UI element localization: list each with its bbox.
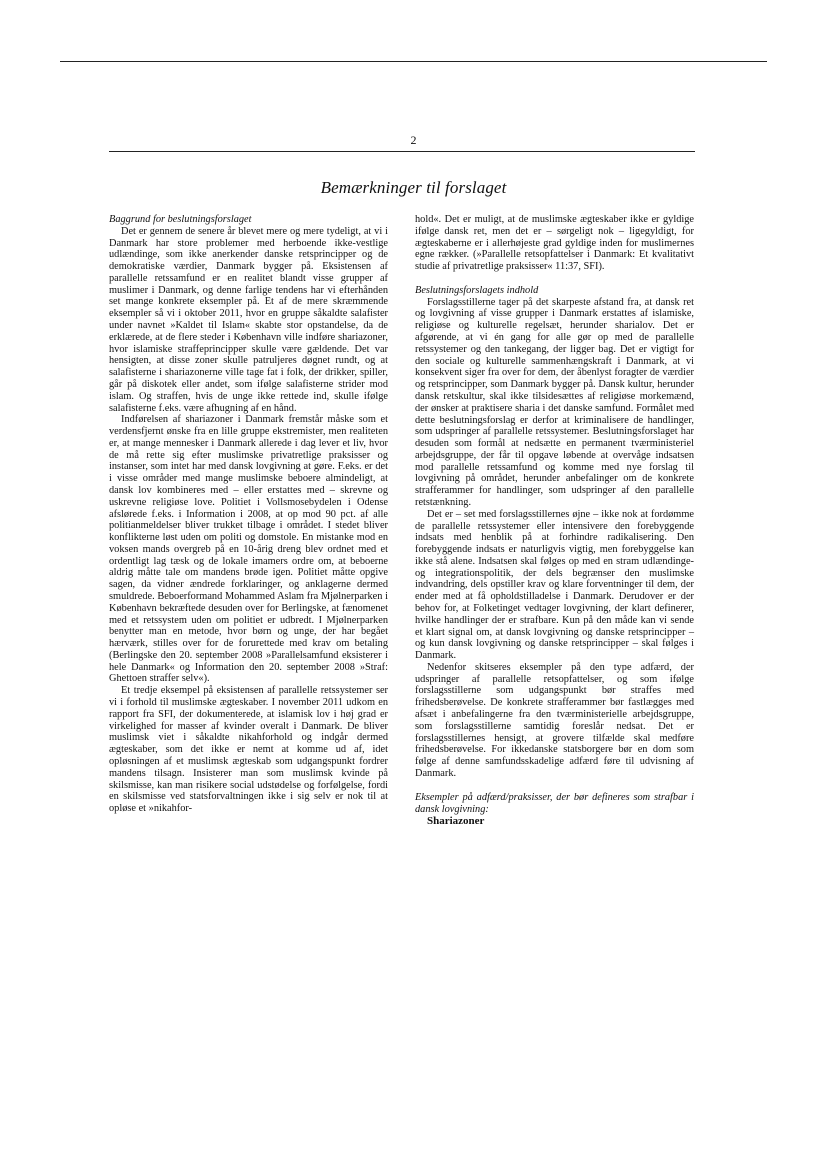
paragraph: Et tredje eksempel på eksistensen af parallelle retssystemer ser vi i forhold til muslimske ægteskaber. I november 2011 udkom en rapport fra SFI, der dokumenterede, at islamisk lov i høj grad er virkelighed for masser af kvinder overalt i Danmark. De bliver muslimsk viet i såkaldte nikahforhold og indgår dermed ægteskaber, som det ikke er nemt at komme ud af, idet opløsningen af et muslimsk ægteskab som udgangspunkt fordrer mandens tilsagn. Insisterer man som muslimsk kvinde på skilsmisse, kan man risikere social udstødelse og forfølgelse, fordi en skilsmisse ved statsforvaltningen ikke i sig selv er nok til at opløse et »nikahfor- <box>109 685 388 815</box>
section-heading-content: Beslutningsforslagets indhold <box>415 284 539 296</box>
paragraph-continuation: hold«. Det er muligt, at de muslimske ægteskaber ikke er gyldige ifølge dansk ret, men det er – sørgeligt nok – ligegyldigt, for ægteskaberne er i allerhøjeste grad gyldige inden for muslimernes egne rækker. (»Parallelle retsopfattelser i Danmark: Et kvalitativt studie af privatretlige praksisser« 11:37, SFI). <box>415 214 694 273</box>
examples-heading: Eksempler på adfærd/praksisser, der bør defineres som strafbar i dansk lovgivning: <box>415 791 694 815</box>
spacer <box>415 780 694 792</box>
section-heading-background: Baggrund for beslutningsforslaget <box>109 214 252 225</box>
page-title: Bemærkninger til forslaget <box>320 178 507 197</box>
paragraph: Det er – set med forslagsstillernes øjne – ikke nok at fordømme de parallelle retssystemer eller intensivere den forebyggende indsats med henblik på at forhindre radikalisering. Den forebyggende indsats er naturligvis vigtig, men forebyggelse kan ikke stå alene. Indsatsen skal følges op med en stram udlændinge- og integrationspolitik, der dels begrænser den muslimske indvandring, dels opstiller krav og klare forventninger til dem, der ender med at få opholdstilladelse i Danmark. Derudover er der behov for, at Folketinget vedtager lovgivning, der klart definerer, hvilke handlinger der er strafbare. Kun på den måde kan vi sende et klart signal om, at dansk lovgivning og danske retsprincipper – og kun dansk lovgivning og danske retsprincipper – skal følges i Danmark. <box>415 508 694 662</box>
subheading-shariazoner: Shariazoner <box>427 815 485 828</box>
paragraph: Det er gennem de senere år blevet mere og mere tydeligt, at vi i Danmark har store problemer med herboende ikke-vestlige udlændinge, som ikke anerkender danske retsprincipper og de demokratiske værdier, Danmark bygger på. Eksistensen af parallelle retssamfund er en realitet blandt visse grupper af muslimer i Danmark, og denne farlige tendens har vi efterhånden set mange konkrete eksempler på. Et af de mere skræmmende eksempler så vi i oktober 2011, hvor en gruppe såkaldte salafister under navnet »Kaldet til Islam« skabte stor opstandelse, da de erklærede, at de flere steder i København ville indføre shariazoner, hvor islamiske straffeprincipper skulle være gældende. Det var hensigten, at disse zoner skulle patruljeres døgnet rundt, og at salafisterne i shariazonerne ville tage fat i folk, der drikker, spiller, går på diskotek eller andet, som ifølge salafisterne strider mod islam. Og straffen, hvis de unge ikke rettede ind, skulle ifølge salafisterne f.eks. være afhugning af en hånd. <box>109 225 388 414</box>
paragraph: Nedenfor skitseres eksempler på den type adfærd, der udspringer af parallelle retsopfattelser, og som ifølge forslagsstillerne som udgangspunkt bør straffes med frihedsberøvelse. De konkrete strafferammer bør fastlægges med afsæt i anbefalingerne fra den tværministerielle arbejdsgruppe, som forslagsstillerne samtidig foreslår nedsat. Det er forslagsstillernes hensigt, at grovere tilfælde skal medføre frihedsberøvelse. For ikkedanske statsborgere bør en dom som følge af denne samfundsskadelige adfærd føre til udvisning af Danmark. <box>415 661 694 779</box>
spacer <box>415 273 694 285</box>
right-column <box>415 214 694 827</box>
left-column <box>109 214 388 815</box>
paragraph: Forslagsstillerne tager på det skarpeste afstand fra, at dansk ret og lovgivning af visse grupper i Danmark erstattes af islamiske, religiøse og kulturelle regelsæt, herunder sharialov. Det er afgørende, at vi én gang for alle gør op med de parallelle retssystemer og den tankegang, der ligger bag. Det er vigtigt for den sociale og kulturelle sammenhængskraft i Danmark, at vi konsekvent siger fra over for dem, der åbenlyst foragter de værdier og retsprincipper, som Danmark bygger på. Dansk kultur, herunder dansk retskultur, skal ikke tilsidesættes af religiøse morkemænd, der ønsker at praktisere sharia i det danske samfund. Formålet med dette beslutningsforslag er derfor at kriminalisere de handlinger, som udspringer af parallelle retssystemer. Beslutningsforslaget har desuden som formål at nedsætte en permanent tværministeriel arbejdsgruppe, der får til opgave løbende at overvåge indsatsen mod parallelle retssamfund og komme med nye forslag til lovgivning på området, herunder anbefalinger om de konkrete strafferammer for handlinger, som udspringer af den parallelle retstænkning. <box>415 296 694 508</box>
paragraph: Indførelsen af shariazoner i Danmark fremstår måske som et verdensfjernt ønske fra en lille gruppe ekstremister, men realiteten er, at mange mennesker i Danmark allerede i dag lever et liv, hvor de må rette sig efter muslimske privatretlige praksisser og instanser, som intet har med dansk lovgivning at gøre. F.eks. er det i visse områder med mange muslimske beboere almindeligt, at dansk lov kombineres med – eller erstattes med – skrevne og uskrevne religiøse love. Politiet i Vollsmosebydelen i Odense afslørede f.eks. i Information i 2008, at op mod 90 pct. af alle politianmeldelser bliver trukket tilbage i området. I stedet bliver konflikterne løst uden om politi og domstole. En mistanke mod en voksen mands overgreb på en 10-årig dreng blev ordnet med et ordentligt lag tæsk og de lokale imamers ordre om, at beboerne aldrig måtte tale om mandens brøde igen. Politiet måtte opgive sagen, da vidner ændrede forklaringer, og anklagerne dermed smuldrede. Beboerformand Mohammed Aslam fra Mjølnerparken i København bekræftede desuden over for Berlingske, at fænomenet med et retssystem uden om politiet er udbredt. I Mjølnerparken benytter man en metode, hvor børn og unge, der har begået hærværk, stilles over for de forurettede med krav om betaling (Berlingske den 20. september 2008 »Parallelsamfund eksisterer i hele Danmark« og Information den 20. september 2008 »Straf: Ghettoen straffer selv«). <box>109 414 388 685</box>
header-rule <box>109 151 695 152</box>
page-number: 2 <box>410 133 417 147</box>
top-rule <box>60 61 767 62</box>
